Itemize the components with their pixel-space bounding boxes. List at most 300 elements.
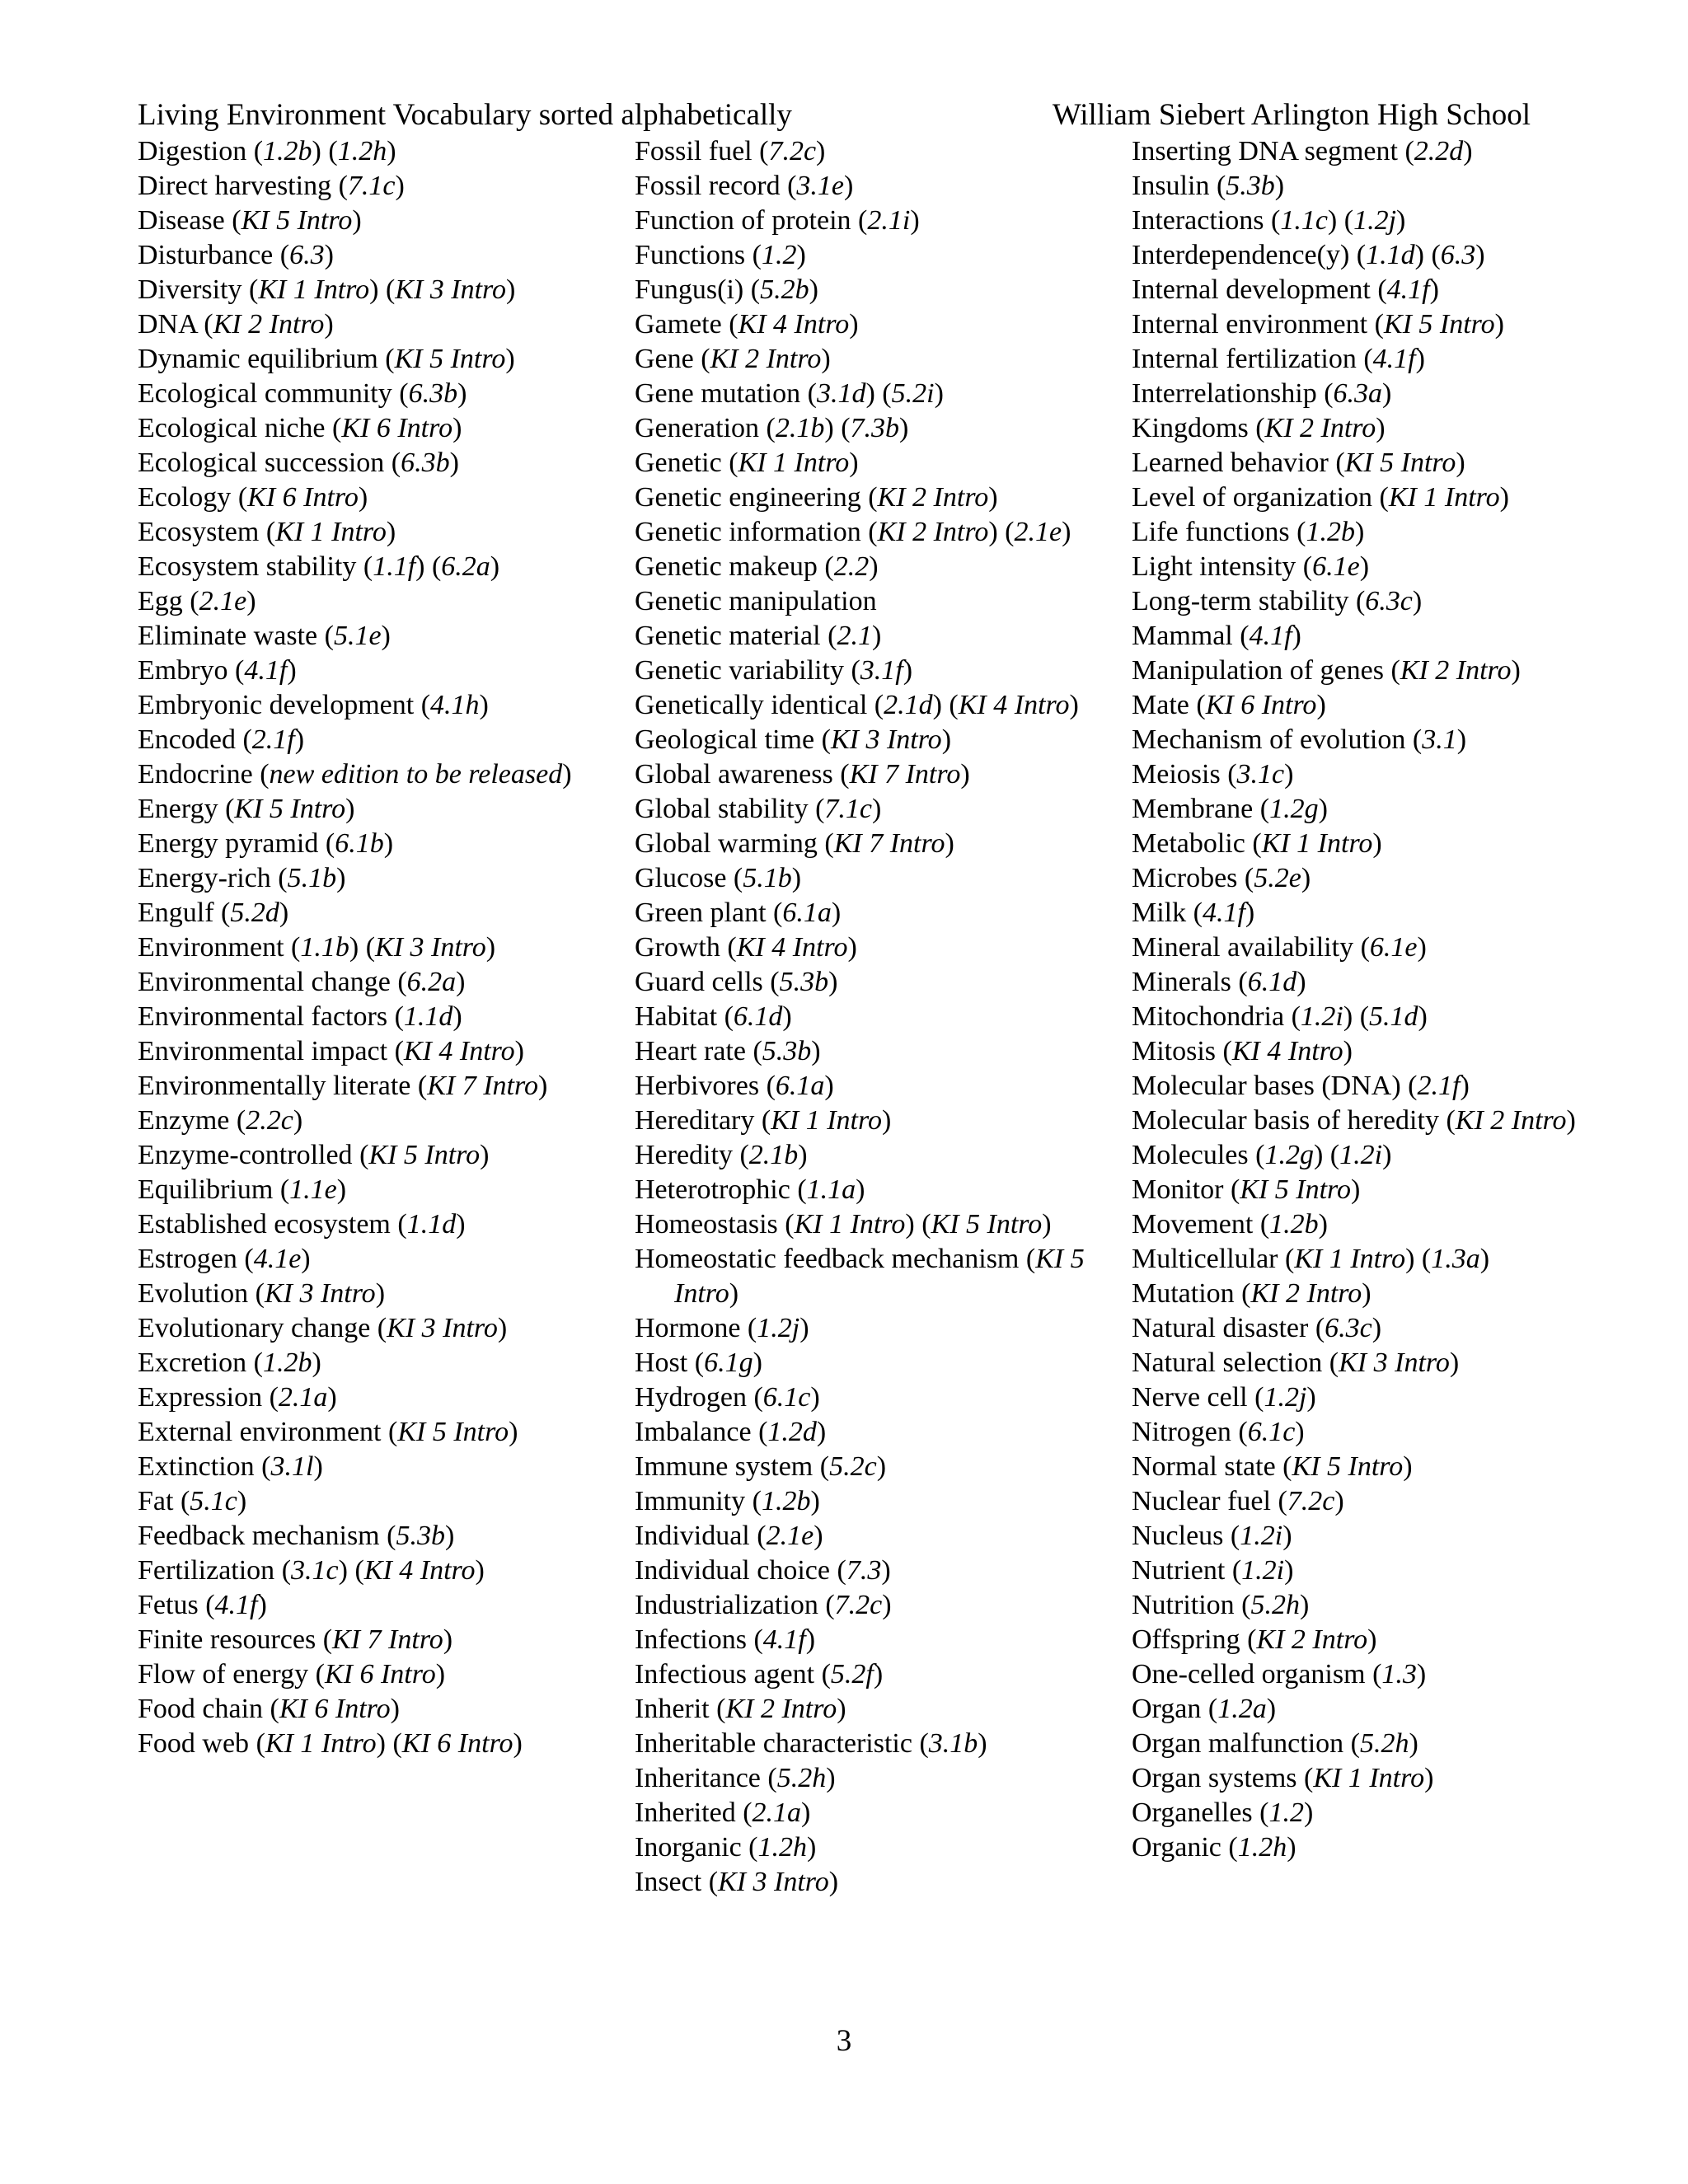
vocabulary-entry: Organic (1.2h) (1132, 1832, 1296, 1863)
standard-reference: 5.1e (333, 621, 382, 651)
vocabulary-term: Enzyme (138, 1105, 230, 1136)
vocabulary-entry: Embryo (4.1f) (138, 655, 297, 686)
standard-reference: 5.3b (762, 1036, 812, 1066)
vocabulary-entry: Equilibrium (1.1e) (138, 1174, 347, 1205)
vocabulary-entry: Interrelationship (6.3a) (1132, 378, 1392, 409)
vocabulary-term: Green plant (635, 898, 767, 928)
vocabulary-entry: Global warming (KI 7 Intro) (635, 828, 954, 859)
standard-reference: KI 3 Intro (718, 1867, 829, 1897)
standard-reference: 5.3b (1226, 171, 1275, 201)
vocabulary-term: Heart rate (635, 1036, 746, 1066)
standard-reference: 1.1d (406, 1209, 457, 1240)
standard-reference: 5.2b (760, 274, 809, 305)
vocabulary-term: Evolution (138, 1278, 249, 1309)
vocabulary-term: Food chain (138, 1694, 264, 1724)
vocabulary-term: Energy (138, 794, 218, 824)
vocabulary-term: Heterotrophic (635, 1174, 790, 1205)
standard-reference: KI 6 Intro (324, 1659, 436, 1690)
standard-reference: 6.3c (1365, 586, 1413, 616)
vocabulary-entry: Established ecosystem (1.1d) (138, 1209, 466, 1240)
vocabulary-term: Meiosis (1132, 759, 1221, 790)
vocabulary-entry: Inheritable characteristic (3.1b) (635, 1728, 987, 1759)
vocabulary-entry: Ecological community (6.3b) (138, 378, 467, 409)
vocabulary-term: Nutrient (1132, 1555, 1226, 1586)
standard-reference: KI 7 Intro (427, 1071, 538, 1101)
vocabulary-term: Organ malfunction (1132, 1728, 1344, 1759)
vocabulary-entry: Ecosystem (KI 1 Intro) (138, 517, 396, 547)
standard-reference: 1.2h (1237, 1832, 1287, 1863)
standard-reference: 1.2b (1306, 517, 1355, 547)
vocabulary-term: Direct harvesting (138, 171, 332, 201)
vocabulary-entry: Mammal (4.1f) (1132, 621, 1301, 651)
vocabulary-term: Feedback mechanism (138, 1521, 380, 1551)
standard-reference: KI 1 Intro (1294, 1244, 1406, 1274)
vocabulary-term: Molecular basis of heredity (1132, 1105, 1439, 1136)
vocabulary-term: Multicellular (1132, 1244, 1278, 1274)
standard-reference: 1.2b (263, 136, 312, 166)
standard-reference: 1.2i (1339, 1140, 1383, 1170)
vocabulary-entry: Kingdoms (KI 2 Intro) (1132, 413, 1386, 443)
vocabulary-entry: Genetically identical (2.1d) (KI 4 Intro) (635, 690, 1079, 720)
vocabulary-term: Hydrogen (635, 1382, 747, 1413)
vocabulary-entry: Food web (KI 1 Intro) (KI 6 Intro) (138, 1728, 523, 1759)
vocabulary-term: Inorganic (635, 1832, 742, 1863)
vocabulary-entry: Mitosis (KI 4 Intro) (1132, 1036, 1353, 1066)
vocabulary-term: Functions (635, 240, 746, 270)
vocabulary-term: Infectious agent (635, 1659, 815, 1690)
vocabulary-entry: Habitat (6.1d) (635, 1001, 792, 1032)
vocabulary-term: Enzyme-controlled (138, 1140, 353, 1170)
standard-reference: KI 4 Intro (403, 1036, 515, 1066)
standard-reference: 3.1f (860, 655, 903, 686)
vocabulary-entry: Meiosis (3.1c) (1132, 759, 1294, 790)
standard-reference: 4.1f (1249, 621, 1292, 651)
standard-reference: KI 2 Intro (725, 1694, 837, 1724)
vocabulary-entry: Inserting DNA segment (2.2d) (1132, 136, 1473, 166)
standard-reference: 4.1f (1372, 344, 1416, 374)
standard-reference: 3.1c (291, 1555, 339, 1586)
vocabulary-term: Genetic makeup (635, 551, 818, 582)
vocabulary-entry: Genetic engineering (KI 2 Intro) (635, 482, 998, 513)
vocabulary-term: Insulin (1132, 171, 1210, 201)
vocabulary-entry: Inherit (KI 2 Intro) (635, 1694, 846, 1724)
vocabulary-entry: Molecules (1.2g) (1.2i) (1132, 1140, 1392, 1170)
vocabulary-term: Ecology (138, 482, 232, 513)
standard-reference: 7.2c (768, 136, 817, 166)
vocabulary-term: Mutation (1132, 1278, 1235, 1309)
vocabulary-entry: Green plant (6.1a) (635, 898, 842, 928)
vocabulary-entry: Evolutionary change (KI 3 Intro) (138, 1313, 508, 1343)
vocabulary-entry: Fossil fuel (7.2c) (635, 136, 826, 166)
vocabulary-term: Genetic engineering (635, 482, 861, 513)
vocabulary-term: Environmental factors (138, 1001, 388, 1032)
vocabulary-entry: Manipulation of genes (KI 2 Intro) (1132, 655, 1521, 686)
standard-reference: 4.1f (244, 655, 288, 686)
vocabulary-entry: Hormone (1.2j) (635, 1313, 809, 1343)
standard-reference: 5.2d (230, 898, 279, 928)
vocabulary-entry: Monitor (KI 5 Intro) (1132, 1174, 1361, 1205)
standard-reference: 1.2 (761, 240, 797, 270)
standard-reference: 4.1e (253, 1244, 302, 1274)
vocabulary-entry: External environment (KI 5 Intro) (138, 1417, 518, 1447)
standard-reference: new edition to be released (269, 759, 563, 790)
vocabulary-entry: Energy-rich (5.1b) (138, 863, 346, 893)
vocabulary-term: Nuclear fuel (1132, 1486, 1271, 1516)
vocabulary-term: Environmentally literate (138, 1071, 411, 1101)
vocabulary-term: Genetic information (635, 517, 861, 547)
vocabulary-term: Monitor (1132, 1174, 1224, 1205)
standard-reference: 2.1f (1417, 1071, 1461, 1101)
standard-reference: KI 3 Intro (264, 1278, 376, 1309)
vocabulary-term: Infections (635, 1624, 747, 1655)
vocabulary-term: Global stability (635, 794, 809, 824)
vocabulary-entry: Global awareness (KI 7 Intro) (635, 759, 970, 790)
vocabulary-term: Global warming (635, 828, 818, 859)
vocabulary-entry: Fossil record (3.1e) (635, 171, 854, 201)
standard-reference: 6.3b (401, 448, 450, 478)
vocabulary-term: Dynamic equilibrium (138, 344, 378, 374)
vocabulary-term: Habitat (635, 1001, 718, 1032)
standard-reference: 1.2b (761, 1486, 811, 1516)
vocabulary-term: Gamete (635, 309, 722, 340)
vocabulary-term: Natural disaster (1132, 1313, 1309, 1343)
standard-reference: KI 5 Intro (397, 1417, 509, 1447)
vocabulary-term: Host (635, 1347, 688, 1378)
vocabulary-entry: Nutrient (1.2i) (1132, 1555, 1294, 1586)
standard-reference: 1.1d (403, 1001, 453, 1032)
standard-reference: 1.2i (1240, 1521, 1283, 1551)
vocabulary-term: Long-term stability (1132, 586, 1349, 616)
vocabulary-entry: Environmental change (6.2a) (138, 967, 466, 997)
vocabulary-term: Environment (138, 932, 284, 963)
vocabulary-column-1 (138, 134, 607, 1761)
standard-reference: KI 4 Intro (363, 1555, 476, 1586)
vocabulary-entry: Imbalance (1.2d) (635, 1417, 827, 1447)
vocabulary-term: Disease (138, 205, 225, 236)
vocabulary-term: Eliminate waste (138, 621, 318, 651)
vocabulary-term: Engulf (138, 898, 214, 928)
standard-reference: KI 3 Intro (830, 724, 942, 755)
vocabulary-entry: Fungus(i) (5.2b) (635, 274, 818, 305)
vocabulary-term: Ecosystem (138, 517, 260, 547)
standard-reference: 6.3a (1333, 378, 1383, 409)
vocabulary-term: Established ecosystem (138, 1209, 391, 1240)
vocabulary-entry: Generation (2.1b) (7.3b) (635, 413, 909, 443)
standard-reference: KI 2 Intro (877, 482, 989, 513)
standard-reference: 4.1f (762, 1624, 806, 1655)
vocabulary-entry: Heterotrophic (1.1a) (635, 1174, 865, 1205)
vocabulary-term: Nerve cell (1132, 1382, 1248, 1413)
standard-reference: KI 2 Intro (1256, 1624, 1368, 1655)
standard-reference: 7.1c (347, 171, 396, 201)
vocabulary-entry: Hereditary (KI 1 Intro) (635, 1105, 892, 1136)
standard-reference: 6.2a (441, 551, 490, 582)
vocabulary-entry: Insulin (5.3b) (1132, 171, 1285, 201)
vocabulary-term: Heredity (635, 1140, 733, 1170)
standard-reference: 2.1e (1014, 517, 1062, 547)
vocabulary-entry: Internal development (4.1f) (1132, 274, 1439, 305)
vocabulary-entry: Energy pyramid (6.1b) (138, 828, 394, 859)
standard-reference: 7.3b (850, 413, 900, 443)
vocabulary-term: Embryo (138, 655, 228, 686)
standard-reference: 6.3 (1440, 240, 1476, 270)
vocabulary-term: Generation (635, 413, 760, 443)
standard-reference: KI 2 Intro (1455, 1105, 1567, 1136)
vocabulary-entry: Inorganic (1.2h) (635, 1832, 817, 1863)
vocabulary-term: Genetic (635, 448, 722, 478)
vocabulary-entry: Mitochondria (1.2i) (5.1d) (1132, 1001, 1428, 1032)
standard-reference: KI 2 Intro (1264, 413, 1376, 443)
vocabulary-term: Diversity (138, 274, 242, 305)
vocabulary-term: Fossil fuel (635, 136, 753, 166)
vocabulary-entry: Life functions (1.2b) (1132, 517, 1365, 547)
vocabulary-column-2 (635, 134, 1104, 1900)
standard-reference: 6.1c (1247, 1417, 1296, 1447)
standard-reference: KI 3 Intro (1339, 1347, 1450, 1378)
standard-reference: 1.3 (1381, 1659, 1417, 1690)
standard-reference: 5.2e (1254, 863, 1301, 893)
vocabulary-entry: Infectious agent (5.2f) (635, 1659, 884, 1690)
standard-reference: 1.2 (1268, 1797, 1304, 1828)
standard-reference: 2.2c (246, 1105, 293, 1136)
vocabulary-entry: Endocrine (new edition to be released) (138, 759, 572, 790)
standard-reference: 6.1c (762, 1382, 811, 1413)
standard-reference: 3.1c (1236, 759, 1285, 790)
standard-reference: KI 6 Intro (279, 1694, 391, 1724)
vocabulary-entry: Natural disaster (6.3c) (1132, 1313, 1382, 1343)
standard-reference: 1.1c (1280, 205, 1328, 236)
vocabulary-term: Genetically identical (635, 690, 868, 720)
standard-reference: 1.2a (1217, 1694, 1267, 1724)
vocabulary-entry: Finite resources (KI 7 Intro) (138, 1624, 453, 1655)
vocabulary-term: Ecological succession (138, 448, 385, 478)
vocabulary-entry: Individual (2.1e) (635, 1521, 823, 1551)
vocabulary-entry: Mineral availability (6.1e) (1132, 932, 1427, 963)
standard-reference: KI 4 Intro (1231, 1036, 1343, 1066)
standard-reference: 1.2j (1353, 205, 1397, 236)
vocabulary-term: Nutrition (1132, 1590, 1235, 1620)
standard-reference: KI 1 Intro (1388, 482, 1500, 513)
vocabulary-entry: Genetic information (KI 2 Intro) (2.1e) (635, 517, 1071, 547)
standard-reference: 7.2c (834, 1590, 883, 1620)
vocabulary-entry: Environmental factors (1.1d) (138, 1001, 462, 1032)
page-header (138, 96, 1531, 134)
vocabulary-term: External environment (138, 1417, 382, 1447)
standard-reference: 2.1i (867, 205, 911, 236)
standard-reference: KI 6 Intro (1205, 690, 1317, 720)
vocabulary-term: Individual choice (635, 1555, 830, 1586)
standard-reference: KI 4 Intro (736, 932, 848, 963)
vocabulary-entry: Energy (KI 5 Intro) (138, 794, 355, 824)
vocabulary-entry: Minerals (6.1d) (1132, 967, 1306, 997)
standard-reference: 6.1e (1312, 551, 1360, 582)
standard-reference: KI 3 Intro (395, 274, 507, 305)
vocabulary-term: Food web (138, 1728, 250, 1759)
vocabulary-entry: Hydrogen (6.1c) (635, 1382, 820, 1413)
vocabulary-entry: Nuclear fuel (7.2c) (1132, 1486, 1344, 1516)
vocabulary-term: Global awareness (635, 759, 833, 790)
vocabulary-entry: Embryonic development (4.1h) (138, 690, 489, 720)
vocabulary-entry: Natural selection (KI 3 Intro) (1132, 1347, 1460, 1378)
vocabulary-entry: Environmental impact (KI 4 Intro) (138, 1036, 524, 1066)
vocabulary-entry: Offspring (KI 2 Intro) (1132, 1624, 1377, 1655)
vocabulary-entry: Flow of energy (KI 6 Intro) (138, 1659, 446, 1690)
vocabulary-entry: Enzyme-controlled (KI 5 Intro) (138, 1140, 490, 1170)
standard-reference: 2.1b (748, 1140, 799, 1170)
standard-reference: 6.1d (1247, 967, 1297, 997)
vocabulary-term: Insect (635, 1867, 702, 1897)
document-title: Living Environment Vocabulary sorted alphabetically (138, 98, 792, 132)
vocabulary-term: Fat (138, 1486, 174, 1516)
standard-reference: 2.2d (1414, 136, 1464, 166)
author-school: William Siebert Arlington High School (1052, 98, 1531, 132)
standard-reference: KI 6 Intro (341, 413, 453, 443)
standard-reference: 6.3c (1325, 1313, 1372, 1343)
vocabulary-entry: Genetic (KI 1 Intro) (635, 448, 859, 478)
vocabulary-entry: Heart rate (5.3b) (635, 1036, 821, 1066)
standard-reference: 2.1e (766, 1521, 814, 1551)
standard-reference: 6.1b (335, 828, 384, 859)
vocabulary-term: Ecosystem stability (138, 551, 357, 582)
standard-reference: 5.2i (891, 378, 935, 409)
vocabulary-term: Fertilization (138, 1555, 275, 1586)
vocabulary-entry: Geological time (KI 3 Intro) (635, 724, 952, 755)
vocabulary-entry: Dynamic equilibrium (KI 5 Intro) (138, 344, 515, 374)
standard-reference: 1.3a (1431, 1244, 1480, 1274)
standard-reference: 1.2b (1269, 1209, 1319, 1240)
vocabulary-entry: Metabolic (KI 1 Intro) (1132, 828, 1382, 859)
vocabulary-entry: Diversity (KI 1 Intro) (KI 3 Intro) (138, 274, 516, 305)
vocabulary-entry: Disturbance (6.3) (138, 240, 334, 270)
vocabulary-entry: Function of protein (2.1i) (635, 205, 920, 236)
vocabulary-entry: Excretion (1.2b) (138, 1347, 321, 1378)
vocabulary-term: Organ systems (1132, 1763, 1297, 1793)
standard-reference: 5.2f (830, 1659, 874, 1690)
vocabulary-entry: Expression (2.1a) (138, 1382, 337, 1413)
standard-reference: 1.2i (1241, 1555, 1285, 1586)
vocabulary-term: DNA (138, 309, 197, 340)
standard-reference: 5.1d (1369, 1001, 1418, 1032)
standard-reference: KI 6 Intro (401, 1728, 513, 1759)
vocabulary-entry: Ecosystem stability (1.1f) (6.2a) (138, 551, 500, 582)
vocabulary-term: Fetus (138, 1590, 199, 1620)
standard-reference: KI 6 Intro (247, 482, 359, 513)
standard-reference: KI 5 Intro (394, 344, 506, 374)
vocabulary-term: Hormone (635, 1313, 741, 1343)
vocabulary-entry: DNA (KI 2 Intro) (138, 309, 334, 340)
vocabulary-term: Life functions (1132, 517, 1290, 547)
vocabulary-term: Genetic material (635, 621, 821, 651)
standard-reference: 2.1d (884, 690, 933, 720)
vocabulary-term: Excretion (138, 1347, 247, 1378)
vocabulary-entry: Host (6.1g) (635, 1347, 762, 1378)
standard-reference: KI 1 Intro (258, 274, 370, 305)
vocabulary-term: Genetic manipulation (635, 586, 877, 616)
standard-reference: 5.3b (396, 1521, 445, 1551)
vocabulary-term: Mate (1132, 690, 1189, 720)
standard-reference: 3.1d (816, 378, 866, 409)
standard-reference: 5.1b (287, 863, 337, 893)
vocabulary-term: Internal fertilization (1132, 344, 1357, 374)
vocabulary-term: One-celled organism (1132, 1659, 1366, 1690)
vocabulary-entry: Individual choice (7.3) (635, 1555, 891, 1586)
vocabulary-entry: Movement (1.2b) (1132, 1209, 1328, 1240)
vocabulary-term: Natural selection (1132, 1347, 1323, 1378)
vocabulary-term: Inheritable characteristic (635, 1728, 912, 1759)
standard-reference: 1.1e (289, 1174, 337, 1205)
standard-reference: KI 5 Intro (931, 1209, 1043, 1240)
vocabulary-entry: Encoded (2.1f) (138, 724, 305, 755)
standard-reference: KI 2 Intro (710, 344, 822, 374)
vocabulary-term: Immune system (635, 1451, 814, 1482)
standard-reference: KI 3 Intro (387, 1313, 498, 1343)
vocabulary-entry: Light intensity (6.1e) (1132, 551, 1370, 582)
standard-reference: KI 5 Intro (1240, 1174, 1352, 1205)
standard-reference: 1.2h (337, 136, 387, 166)
vocabulary-entry: Disease (KI 5 Intro) (138, 205, 362, 236)
vocabulary-term: Estrogen (138, 1244, 237, 1274)
standard-reference: 2.1 (837, 621, 872, 651)
vocabulary-entry: One-celled organism (1.3) (1132, 1659, 1427, 1690)
standard-reference: KI 5 Intro (241, 205, 353, 236)
vocabulary-term: Level of organization (1132, 482, 1373, 513)
vocabulary-entry: Organelles (1.2) (1132, 1797, 1314, 1828)
vocabulary-entry: Enzyme (2.2c) (138, 1105, 303, 1136)
vocabulary-term: Mammal (1132, 621, 1233, 651)
standard-reference: 4.1h (430, 690, 480, 720)
vocabulary-term: Disturbance (138, 240, 274, 270)
vocabulary-entry: Extinction (3.1l) (138, 1451, 323, 1482)
standard-reference: 7.3 (846, 1555, 882, 1586)
vocabulary-term: Homeostatic feedback mechanism (635, 1244, 1020, 1274)
standard-reference: KI 7 Intro (849, 759, 961, 790)
standard-reference: 2.1b (775, 413, 825, 443)
standard-reference: KI 4 Intro (738, 309, 850, 340)
standard-reference: 6.1a (775, 1071, 825, 1101)
vocabulary-term: Fungus(i) (635, 274, 744, 305)
vocabulary-entry: Herbivores (6.1a) (635, 1071, 834, 1101)
standard-reference: KI 1 Intro (265, 1728, 377, 1759)
standard-reference: 1.2d (767, 1417, 817, 1447)
vocabulary-term: Embryonic development (138, 690, 415, 720)
vocabulary-term: Learned behavior (1132, 448, 1329, 478)
vocabulary-term: Offspring (1132, 1624, 1240, 1655)
vocabulary-entry: Growth (KI 4 Intro) (635, 932, 857, 963)
vocabulary-entry: Molecular basis of heredity (KI 2 Intro) (1132, 1105, 1576, 1136)
vocabulary-term: Guard cells (635, 967, 763, 997)
vocabulary-term: Minerals (1132, 967, 1231, 997)
vocabulary-term: Microbes (1132, 863, 1238, 893)
vocabulary-entry: Environment (1.1b) (KI 3 Intro) (138, 932, 496, 963)
standard-reference: 7.1c (824, 794, 873, 824)
standard-reference: KI 5 Intro (674, 1244, 1085, 1309)
standard-reference: 6.1e (1369, 932, 1418, 963)
vocabulary-entry: Egg (2.1e) (138, 586, 256, 616)
vocabulary-entry: Milk (4.1f) (1132, 898, 1255, 928)
standard-reference: KI 5 Intro (368, 1140, 481, 1170)
standard-reference: 5.2h (1359, 1728, 1409, 1759)
vocabulary-term: Ecological niche (138, 413, 326, 443)
standard-reference: 2.1f (251, 724, 295, 755)
vocabulary-term: Gene mutation (635, 378, 801, 409)
standard-reference: KI 2 Intro (213, 309, 325, 340)
vocabulary-entry: Membrane (1.2g) (1132, 794, 1328, 824)
standard-reference: 6.1a (782, 898, 832, 928)
vocabulary-term: Normal state (1132, 1451, 1276, 1482)
vocabulary-term: Metabolic (1132, 828, 1245, 859)
vocabulary-entry: Environmentally literate (KI 7 Intro) (138, 1071, 548, 1101)
vocabulary-term: Inherit (635, 1694, 710, 1724)
